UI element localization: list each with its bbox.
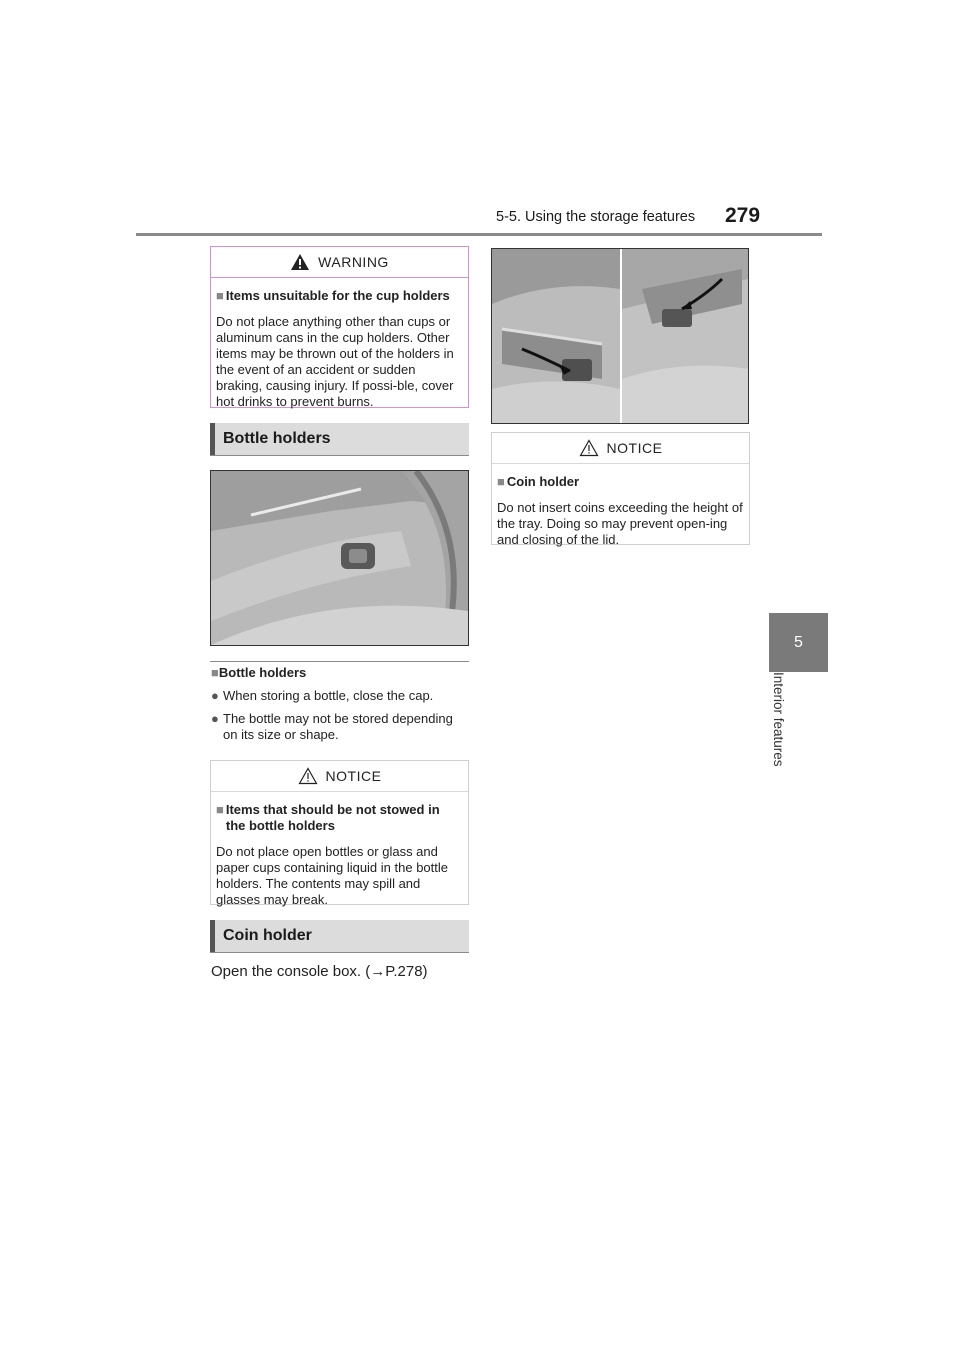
bottle-notes-heading: Bottle holders bbox=[218, 665, 307, 680]
coin-notice-header bbox=[492, 433, 749, 464]
bottle-note-item: ● When storing a bottle, close the cap. bbox=[211, 688, 434, 703]
header-section-title: 5-5. Using the storage features bbox=[496, 209, 696, 225]
coin-holder-title bbox=[210, 920, 469, 953]
coin-notice-subheading: Coin holder bbox=[506, 474, 580, 489]
square-bullet-icon: ■ bbox=[216, 288, 224, 303]
bottle-notice-box bbox=[210, 760, 469, 905]
bottle-notice-subheading-row bbox=[216, 802, 462, 834]
bottle-holder-image bbox=[210, 470, 469, 646]
square-bullet-icon: ■ bbox=[497, 474, 505, 489]
bottle-note-item: ● The bottle may not be stored depending on its size or shape. bbox=[211, 711, 453, 742]
bottle-holders-title-text: Bottle holders bbox=[223, 430, 331, 447]
warning-triangle-filled-icon bbox=[290, 253, 310, 271]
coin-holder-instruction: Open the console box. (→P.278) bbox=[211, 963, 428, 980]
square-bullet-icon: ■ bbox=[211, 665, 219, 680]
coin-notice-subheading-row bbox=[497, 474, 743, 490]
coin-notice-text: Do not insert coins exceeding the height of the tray. Doing so may prevent open-ing and closing of the lid. bbox=[497, 500, 743, 547]
bottle-notice-subheading: Items that should be not stowed in the bottle holders bbox=[225, 802, 440, 833]
coin-holder-image bbox=[491, 248, 749, 424]
coin-notice-heading: NOTICE bbox=[606, 440, 663, 456]
bottle-notes bbox=[211, 665, 469, 743]
round-bullet-icon: ● bbox=[211, 711, 219, 726]
warning-subheading-row bbox=[216, 288, 462, 304]
chapter-tab bbox=[769, 613, 828, 672]
page-number: 279 bbox=[725, 204, 761, 227]
note-divider bbox=[210, 661, 469, 662]
coin-holder-title-text: Coin holder bbox=[223, 927, 312, 944]
header-rule bbox=[136, 233, 822, 236]
warning-subheading: Items unsuitable for the cup holders bbox=[225, 288, 450, 303]
square-bullet-icon: ■ bbox=[216, 802, 224, 817]
coin-notice-box bbox=[491, 432, 750, 545]
bottle-notice-text: Do not place open bottles or glass and paper cups containing liquid in the bottle holders. The contents may spill and glasses may break. bbox=[216, 844, 448, 907]
chapter-name: Interior features bbox=[771, 672, 786, 767]
chapter-number: 5 bbox=[794, 633, 803, 651]
warning-text: Do not place anything other than cups or aluminum cans in the cup holders. Other items may be thrown out of the holders in the event of an accident or sudden braking, causing injury. If possi-ble, cover hot drinks to prevent burns. bbox=[216, 314, 454, 409]
bottle-notice-header bbox=[211, 761, 468, 792]
chapter-side-label bbox=[770, 672, 790, 792]
bottle-holders-title bbox=[210, 423, 469, 456]
bottle-notice-heading: NOTICE bbox=[325, 768, 382, 784]
warning-box bbox=[210, 246, 469, 408]
warning-heading: WARNING bbox=[318, 254, 389, 270]
bottle-notes-heading-row bbox=[211, 665, 469, 681]
warning-box-header bbox=[211, 247, 468, 278]
round-bullet-icon: ● bbox=[211, 688, 219, 703]
warning-triangle-outline-icon bbox=[579, 439, 599, 457]
warning-triangle-outline-icon bbox=[298, 767, 318, 785]
